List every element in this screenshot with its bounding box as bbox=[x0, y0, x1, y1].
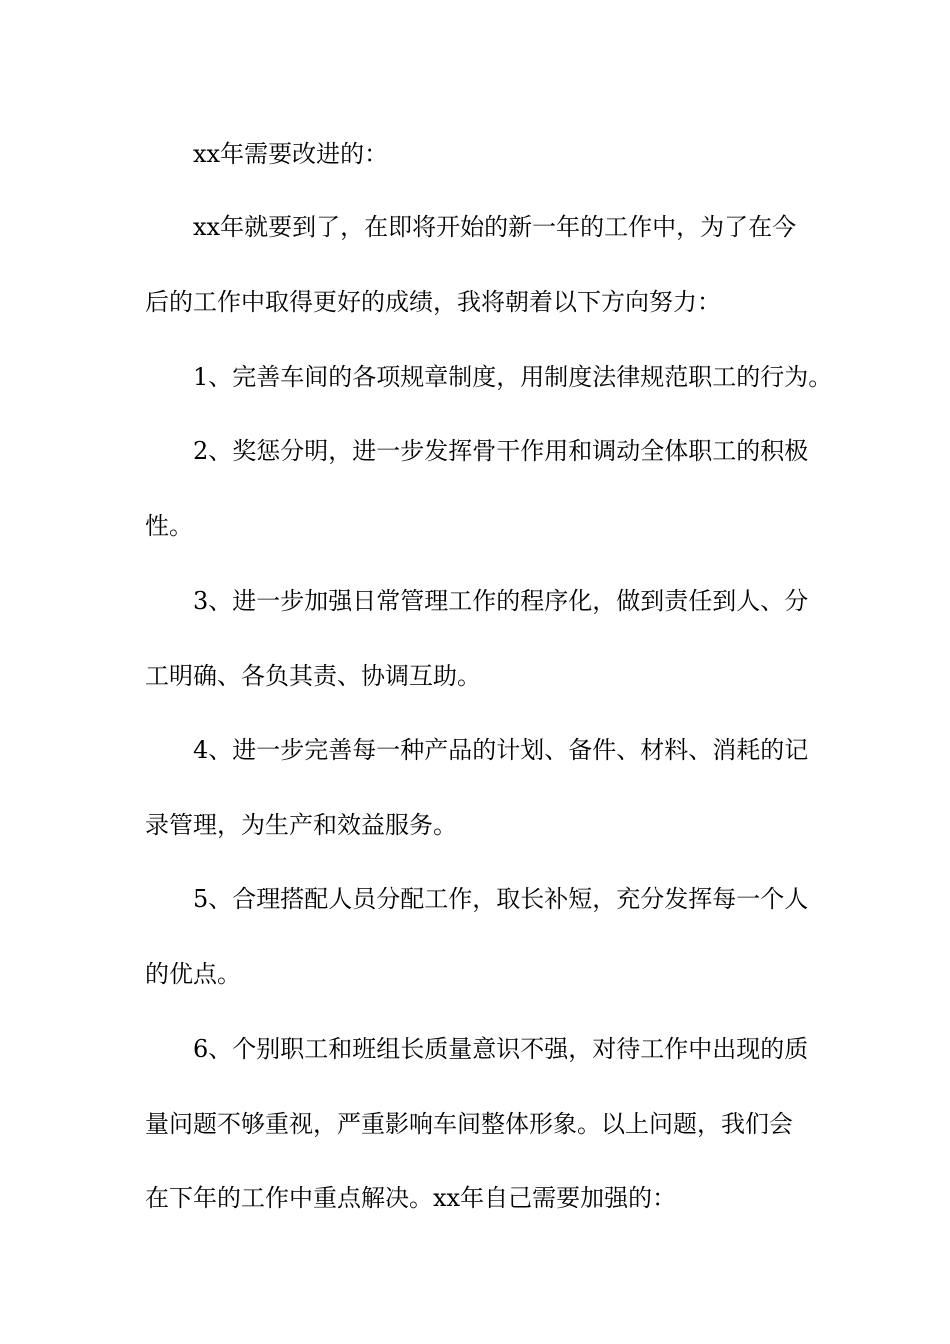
paragraph-line: 后的工作中取得更好的成绩，我将朝着以下方向努力： bbox=[145, 288, 721, 316]
list-item-3: 3、进一步加强日常管理工作的程序化，做到责任到人、分 bbox=[193, 587, 809, 615]
list-item-3-continuation: 工明确、各负其责、协调互助。 bbox=[145, 662, 481, 690]
list-item-4-continuation: 录管理，为生产和效益服务。 bbox=[145, 811, 457, 839]
paragraph-line: xx年就要到了，在即将开始的新一年的工作中，为了在今 bbox=[193, 213, 797, 241]
list-item-2-continuation: 性。 bbox=[145, 512, 193, 540]
list-item-5-continuation: 的优点。 bbox=[145, 960, 241, 988]
list-item-6-continuation: 在下年的工作中重点解决。xx年自己需要加强的： bbox=[145, 1184, 677, 1212]
list-item-5: 5、合理搭配人员分配工作，取长补短，充分发挥每一个人 bbox=[193, 885, 809, 913]
list-item-6-continuation: 量问题不够重视，严重影响车间整体形象。以上问题，我们会 bbox=[145, 1110, 793, 1138]
list-item-4: 4、进一步完善每一种产品的计划、备件、材料、消耗的记 bbox=[193, 736, 809, 764]
list-item-6: 6、个别职工和班组长质量意识不强，对待工作中出现的质 bbox=[193, 1035, 809, 1063]
list-item-1: 1、完善车间的各项规章制度，用制度法律规范职工的行为。 bbox=[193, 363, 833, 391]
list-item-2: 2、奖惩分明，进一步发挥骨干作用和调动全体职工的积极 bbox=[193, 437, 809, 465]
section-heading: xx年需要改进的： bbox=[193, 140, 389, 168]
